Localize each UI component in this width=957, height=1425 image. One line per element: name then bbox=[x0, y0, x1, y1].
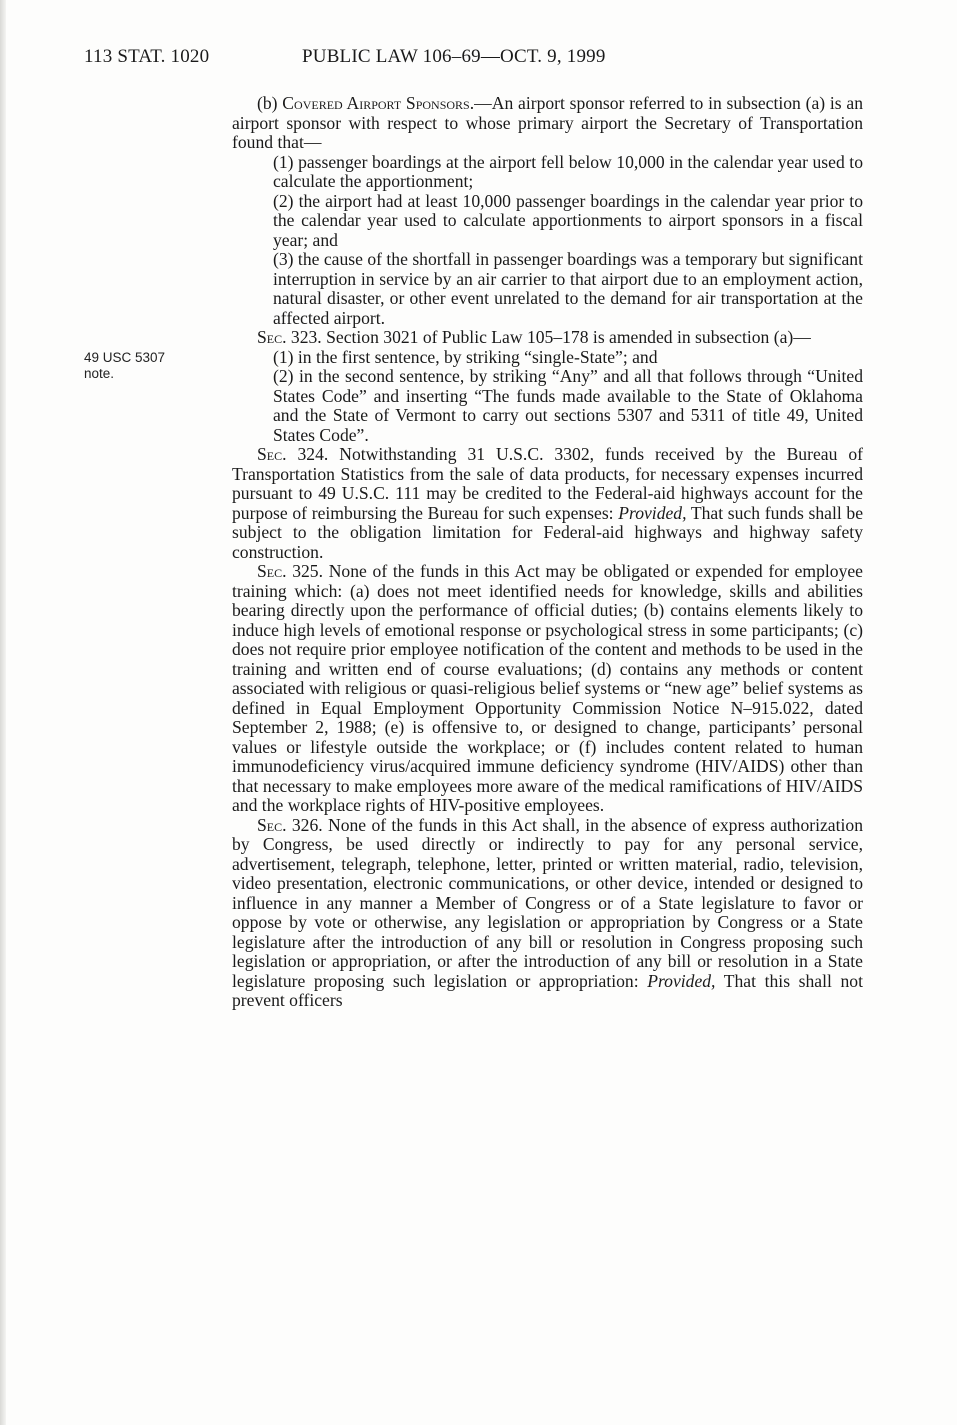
subsection-b bbox=[232, 94, 863, 153]
subsection-b-heading: Covered Airport Sponsors. bbox=[282, 93, 475, 113]
section-323-item-2: (2) in the second sentence, by striking “Any” and all that follows through “United States Code” and inserting “The funds made available to the State of Oklahoma and the State of Vermont to carry out sections 5307 and 5311 of title 49, United States Code”. bbox=[273, 366, 863, 445]
section-326-provided: Provided, bbox=[647, 970, 716, 991]
section-325-body: None of the funds in this Act may be obligated or expended for employee training which: (a) does not meet identified needs for knowledge, skills and abilities bearing directly upon the performance of official duties; (b) contains elements likely to induce high levels of emotional response or psychological stress in some participants; (c) does not require prior employee notification of the content and methods to be used in the training and written end of course evaluations; (d) contains any methods or content associated with religious or quasi-religious belief systems or “new age” belief systems as defined in Equal Employment Opportunity Commission Notice N–915.022, dated September 2, 1988; (e) is offensive to, or designed to change, participants’ personal values or lifestyle outside the workplace; or (f) includes content related to human immunodeficiency virus/acquired immune deficiency syndrome (HIV/AIDS) other than that necessary to make employees more aware of the medical ramifications of HIV/AIDS and the workplace rights of HIV-positive employees. bbox=[232, 561, 863, 815]
public-law-citation: PUBLIC LAW 106–69—OCT. 9, 1999 bbox=[302, 46, 606, 67]
subsection-b-item-3: (3) the cause of the shortfall in passenger boardings was a temporary but significant interruption in service by an air carrier to that airport due to an employment action, natural disaster, or other event unrelated to the demand for air transportation at the affected airport. bbox=[273, 249, 863, 328]
section-324-label: Sec. 324. bbox=[257, 444, 329, 464]
subsection-b-body: —An airport sponsor referred to in subsection (a) is an airport sponsor with respect to whose primary airport the Secretary of Transportation found that— bbox=[232, 93, 863, 152]
section-326 bbox=[232, 816, 863, 1011]
section-323 bbox=[232, 328, 863, 348]
subsection-b-item-2: (2) the airport had at least 10,000 passenger boardings in the calendar year prior to the calendar year used to calculate apportionments to airport sponsors in a fiscal year; and bbox=[273, 190, 863, 250]
subsection-b-item-1: (1) passenger boardings at the airport fell below 10,000 in the calendar year used to calculate the apportionment; bbox=[273, 151, 863, 191]
section-326-body-a: None of the funds in this Act shall, in the absence of express authorization by Congress, be used directly or indirectly to pay for any personal service, advertisement, telegraph, telephone, letter, printed or written material, radio, television, video presentation, electronic communications, or other device, intended or designed to influence in any manner a Member of Congress or of a State legislature to favor or oppose by vote or otherwise, any legislation or appropriation by Congress or a State legislature after the introduction of any bill or resolution in Congress proposing such legislation or appropriation, or after the introduction of any bill or resolution in a State legislature proposing such legislation or appropriation: bbox=[232, 814, 863, 991]
margin-note bbox=[84, 350, 165, 382]
section-325-label: Sec. 325. bbox=[257, 561, 324, 581]
section-324 bbox=[232, 445, 863, 562]
page-edge-shadow bbox=[0, 0, 6, 1425]
section-326-body-b: That this shall not prevent officers bbox=[232, 970, 863, 1010]
section-324-provided: Provided, bbox=[618, 502, 687, 523]
section-326-label: Sec. 326. bbox=[257, 814, 323, 835]
section-324-body-b: That such funds shall be subject to the obligation limitation for Federal-aid highways and highway safety construction. bbox=[232, 502, 863, 562]
subsection-b-prefix: (b) bbox=[257, 93, 283, 113]
body-text bbox=[232, 94, 863, 1011]
section-324-body-a: Notwithstanding 31 U.S.C. 3302, funds received by the Bureau of Transportation Statistics from the sale of data products, for necessary expenses incurred pursuant to 49 U.S.C. 111 may be credited to the Federal-aid highways account for the purpose of reimbursing the Bureau for such expenses: bbox=[232, 444, 863, 523]
section-323-body: Section 3021 of Public Law 105–178 is amended in subsection (a)— bbox=[321, 327, 811, 347]
statute-page-number: 113 STAT. 1020 bbox=[84, 46, 210, 67]
margin-note-citation: 49 USC 5307 bbox=[84, 350, 166, 365]
section-323-label: Sec. 323. bbox=[257, 327, 322, 347]
section-325 bbox=[232, 562, 863, 816]
section-323-item-1: (1) in the first sentence, by striking “single-State”; and bbox=[273, 346, 658, 367]
margin-note-label: note. bbox=[84, 366, 115, 381]
